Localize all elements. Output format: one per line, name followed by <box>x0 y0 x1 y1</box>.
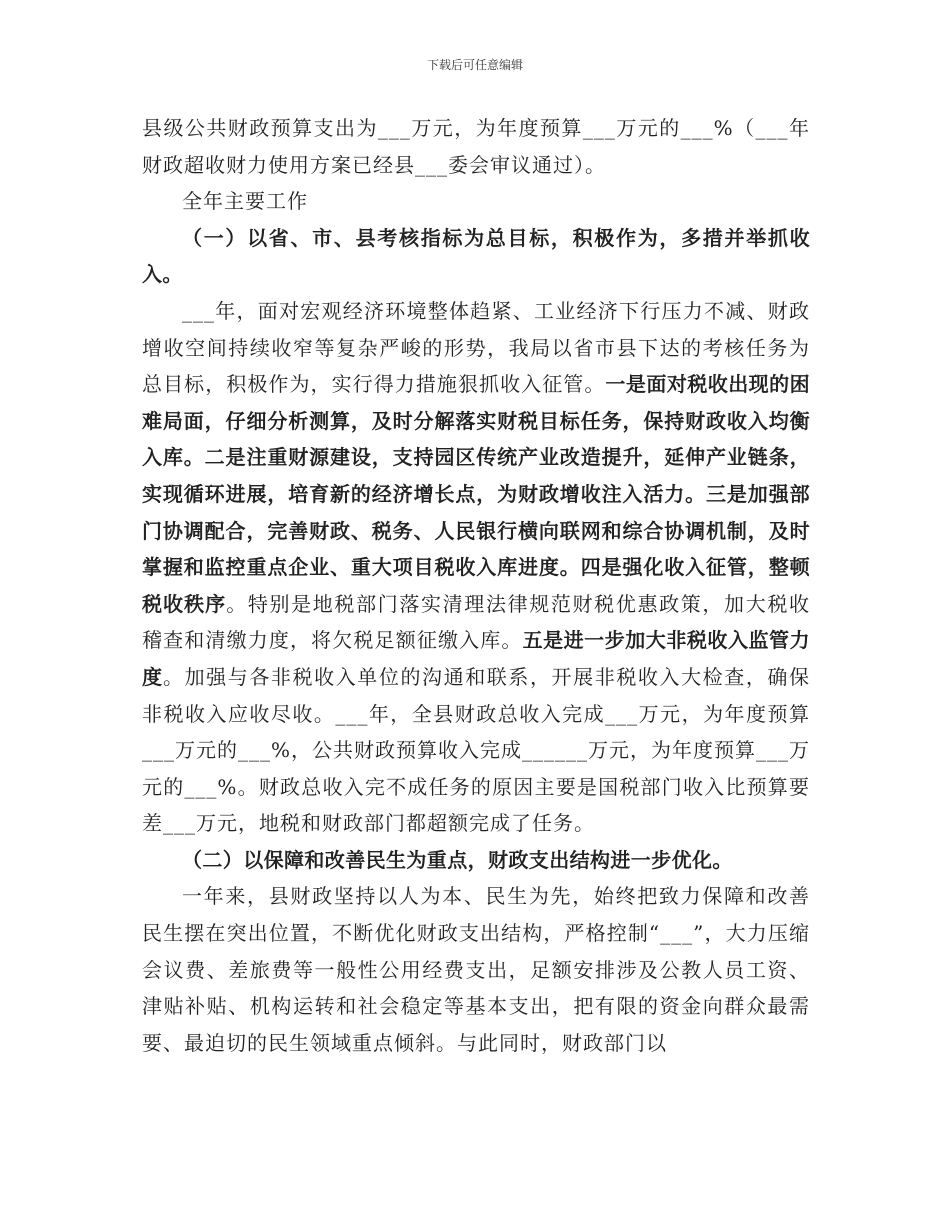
subsection-heading-1: （一）以省、市、县考核指标为总目标，积极作为，多措并举抓收入。 <box>142 225 810 287</box>
document-body <box>142 110 810 1061</box>
paragraph-budget-expenditure: 县级公共财政预算支出为___万元，为年度预算___万元的___%（___年财政超收财力使用方案已经县___委会审议通过）。 <box>142 116 810 177</box>
paragraph-livelihood: 一年来，县财政坚持以人为本、民生为先，始终把致力保障和改善民生摆在突出位置，不断优化财政支出结构，严格控制“___”，大力压缩会议费、差旅费等一般性公用经费支出，足额安排涉及公教人员工资、津贴补贴、机构运转和社会稳定等基本支出，把有限的资金向群众最需要、最迫切的民生领域重点倾斜。与此同时，财政部门以 <box>142 884 810 1055</box>
subsection-heading-2: （二）以保障和改善民生为重点，财政支出结构进一步优化。 <box>182 847 733 872</box>
revenue-results-text: 。加强与各非税收入单位的沟通和联系，开展非税收入大检查，确保非税收入应收尽收。___年，全县财政总收入完成___万元，为年度预算___万元的___%，公共财政预算收入完成______万元，为年度预算___万元的___%。财政总收入完不成任务的原因主要是国税部门收入比预算要差___万元，地税和财政部门都超额完成了任务。 <box>142 664 811 836</box>
section-heading-annual-work: 全年主要工作 <box>182 189 308 214</box>
paragraph-revenue <box>142 293 810 842</box>
page-header: 下载后可任意编辑 <box>426 58 523 72</box>
revenue-intro-text: ___年，面对宏观经济环境整体趋紧、工业经济下行压力不减、财政增收空间持续收窄等复杂严峻的形势，我局以省市县下达的考核任务为总目标，积极作为，实行得力措施狠抓收入征管。 <box>142 298 810 397</box>
revenue-tax-text: 。特别是地税部门落实清理法律规范财税优惠政策，加大税收稽查和清缴力度，将欠税足额征缴入库。 <box>142 591 810 653</box>
revenue-measures-bold: 一是面对税收出现的困难局面，仔细分析测算，及时分解落实财税目标任务，保持财政收入均衡入库。二是注重财源建设，支持园区传统产业改造提升，延伸产业链条，实现循环进展，培育新的经济增长点，为财政增收注入活力。三是加强部门协调配合，完善财政、税务、人民银行横向联网和综合协调机制，及时掌握和监控重点企业、重大项目税收入库进度。四是强化收入征管，整顿税收秩序 <box>142 372 811 616</box>
revenue-nontax-bold: 五是进一步加大非税收入监管力度 <box>142 628 811 689</box>
